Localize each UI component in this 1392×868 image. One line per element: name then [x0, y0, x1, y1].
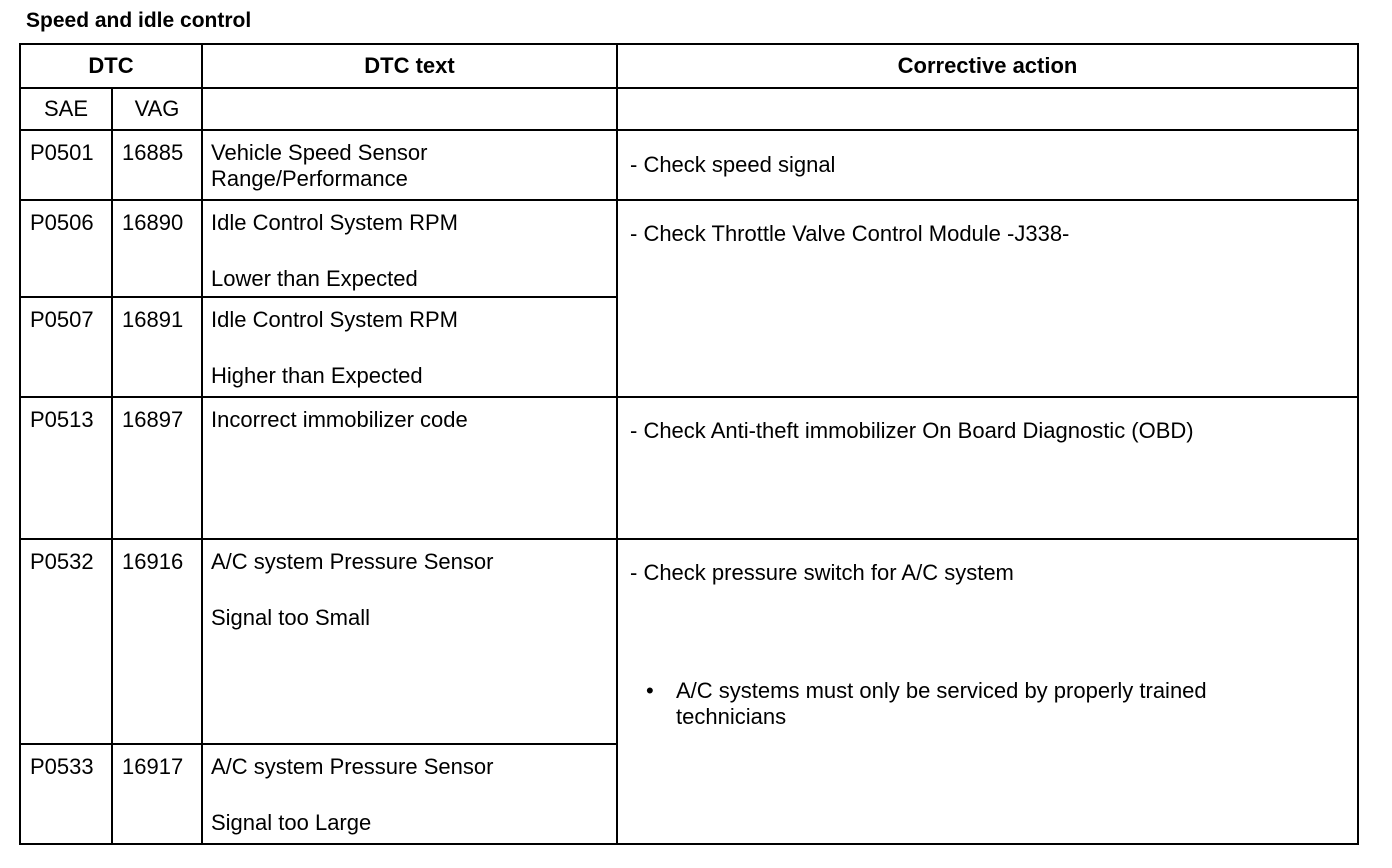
ac-note — [646, 678, 1357, 730]
action-text: - Check pressure switch for A/C system — [630, 560, 1014, 585]
sae-code: P0533 — [20, 744, 112, 844]
table-row — [20, 130, 1358, 200]
subheader-empty-text — [202, 88, 617, 130]
vag-code: 16890 — [112, 200, 202, 297]
dtc-text — [202, 539, 617, 744]
vag-code: 16916 — [112, 539, 202, 744]
header-dtc-text: DTC text — [202, 44, 617, 88]
table-row — [20, 397, 1358, 539]
dtc-text — [202, 744, 617, 844]
table-header-row — [20, 44, 1358, 88]
dtc-text-line: Vehicle Speed Sensor Range/Performance — [211, 140, 428, 191]
vag-code: 16917 — [112, 744, 202, 844]
corrective-action — [617, 539, 1358, 844]
sae-code: P0513 — [20, 397, 112, 539]
dtc-text-line: A/C system Pressure Sensor — [211, 754, 494, 779]
table-subheader-row — [20, 88, 1358, 130]
dtc-text — [202, 297, 617, 397]
header-vag: VAG — [112, 88, 202, 130]
dtc-text-line: Signal too Small — [211, 605, 370, 630]
bullet-icon: • — [646, 678, 654, 703]
table-row — [20, 200, 1358, 297]
table-row — [20, 539, 1358, 744]
dtc-text-line: Idle Control System RPM — [211, 210, 458, 235]
dtc-text-line: Idle Control System RPM — [211, 307, 458, 332]
action-text: - Check Anti-theft immobilizer On Board Diagnostic (OBD) — [630, 418, 1194, 443]
header-corrective-action: Corrective action — [617, 44, 1358, 88]
corrective-action — [617, 130, 1358, 200]
ac-note-text: A/C systems must only be serviced by properly trained technicians — [676, 678, 1207, 729]
dtc-table — [19, 43, 1359, 845]
dtc-text-line: Signal too Large — [211, 810, 372, 835]
corrective-action — [617, 397, 1358, 539]
vag-code: 16885 — [112, 130, 202, 200]
dtc-text — [202, 130, 617, 200]
sae-code: P0507 — [20, 297, 112, 397]
dtc-text-line: A/C system Pressure Sensor — [211, 549, 494, 574]
header-dtc: DTC — [20, 44, 202, 88]
dtc-text — [202, 397, 617, 539]
vag-code: 16897 — [112, 397, 202, 539]
sae-code: P0532 — [20, 539, 112, 744]
page-title: Speed and idle control — [26, 9, 252, 32]
corrective-action — [617, 200, 1358, 397]
action-text: - Check speed signal — [630, 152, 836, 177]
dtc-text — [202, 200, 617, 297]
subheader-empty-action — [617, 88, 1358, 130]
sae-code: P0506 — [20, 200, 112, 297]
vag-code: 16891 — [112, 297, 202, 397]
dtc-text-line: Lower than Expected — [211, 266, 418, 291]
action-text: - Check Throttle Valve Control Module -J338- — [630, 221, 1070, 246]
sae-code: P0501 — [20, 130, 112, 200]
dtc-text-line: Higher than Expected — [211, 363, 423, 388]
header-sae: SAE — [20, 88, 112, 130]
dtc-text-line: Incorrect immobilizer code — [211, 407, 468, 432]
